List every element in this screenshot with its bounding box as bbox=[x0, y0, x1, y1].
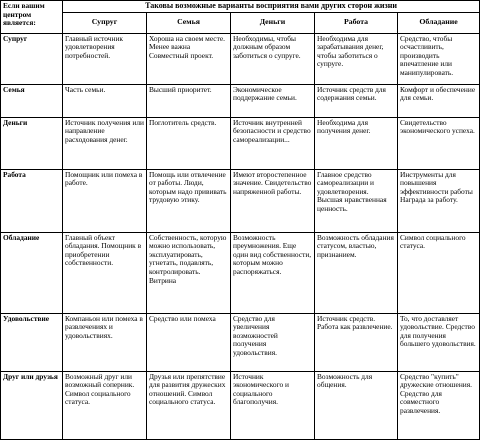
table-cell: Часть семьи. bbox=[63, 84, 147, 117]
row-header: Обладание bbox=[1, 232, 63, 313]
table-row bbox=[1, 232, 480, 313]
table-cell: Главное средство самореализации и удовлетворения. Высшая нравственная ценность. bbox=[315, 169, 398, 232]
table-cell: Экономическое поддержание семьи. bbox=[231, 84, 315, 117]
table-cell: То, что доставляет удовольствие. Средство для получения большего удовольствия. bbox=[398, 313, 480, 371]
table-cell: Символ социального статуса. bbox=[398, 232, 480, 313]
table-cell: Главный источник удовлетворения потребностей. bbox=[63, 33, 147, 84]
table-cell: Источник получения или направление расходования денег. bbox=[63, 117, 147, 169]
table-cell: Помощник или помеха в работе. bbox=[63, 169, 147, 232]
table-cell: Собственность, которую можно использовать, эксплуатировать, угнетать, подавлять, контролировать. Витрина bbox=[147, 232, 231, 313]
table-cell: Комфорт и обеспечение для семьи. bbox=[398, 84, 480, 117]
table-cell: Друзья или препятствие для развития дружеских отношений. Символ социального статуса. bbox=[147, 371, 231, 439]
table-cell: Средство для увеличения возможностей получения удовольствия. bbox=[231, 313, 315, 371]
table-cell: Источник средств для содержания семьи. bbox=[315, 84, 398, 117]
table-cell: Источник внутренней безопасности и средство самореализации... bbox=[231, 117, 315, 169]
corner-header: Если вашим центром является: bbox=[1, 1, 63, 34]
table-cell: Средство "купить" дружеские отношения. Средство для совместного развлечения. bbox=[398, 371, 480, 439]
table-cell: Имеют второстепенное значение. Свидетельство напряженной работы. bbox=[231, 169, 315, 232]
table-cell: Средство или помеха bbox=[147, 313, 231, 371]
row-header: Супруг bbox=[1, 33, 63, 84]
table-cell: Источник экономического и социального благополучия. bbox=[231, 371, 315, 439]
column-header-spouse: Супруг bbox=[63, 12, 147, 33]
row-header: Удовольствие bbox=[1, 313, 63, 371]
table-row bbox=[1, 371, 480, 439]
table-row bbox=[1, 84, 480, 117]
table-row bbox=[1, 169, 480, 232]
row-header: Друг или друзья bbox=[1, 371, 63, 439]
table-cell: Инструменты для повышения эффективности работы Награда за работу. bbox=[398, 169, 480, 232]
table-cell: Средство, чтобы осчастливить, производить впечатление или манипулировать. bbox=[398, 33, 480, 84]
table-cell: Хороша на своем месте. Менее важна Совместный проект. bbox=[147, 33, 231, 84]
table-cell: Необходима для получения денег. bbox=[315, 117, 398, 169]
table-cell: Главный объект обладания. Помощник в приобретении собственности. bbox=[63, 232, 147, 313]
column-header-money: Деньги bbox=[231, 12, 315, 33]
row-header: Деньги bbox=[1, 117, 63, 169]
table-cell: Поглотитель средств. bbox=[147, 117, 231, 169]
table-cell: Возможный друг или возможный соперник. Символ социального статуса. bbox=[63, 371, 147, 439]
column-header-possession: Обладание bbox=[398, 12, 480, 33]
row-header: Семья bbox=[1, 84, 63, 117]
table-cell: Возможность обладания статусом, властью, признанием. bbox=[315, 232, 398, 313]
table-row bbox=[1, 117, 480, 169]
table-title: Таковы возможные варианты восприятия вами других сторон жизни bbox=[63, 1, 480, 13]
table-cell: Возможность для общения. bbox=[315, 371, 398, 439]
column-header-family: Семья bbox=[147, 12, 231, 33]
row-header: Работа bbox=[1, 169, 63, 232]
table-cell: Необходима для зарабатывания денег, чтобы заботиться о супруге. bbox=[315, 33, 398, 84]
table-cell: Источник средств. Работа как развлечение. bbox=[315, 313, 398, 371]
table-cell: Возможность преумножения. Еще один вид собственности, которым можно распоряжаться. bbox=[231, 232, 315, 313]
table-cell: Свидетельство экономического успеха. bbox=[398, 117, 480, 169]
table-row bbox=[1, 313, 480, 371]
table-cell: Высший приоритет. bbox=[147, 84, 231, 117]
table-cell: Необходимы, чтобы должным образом заботиться о супруге. bbox=[231, 33, 315, 84]
column-header-work: Работа bbox=[315, 12, 398, 33]
table-cell: Помощь или отвлечение от работы. Люди, которым надо прививать трудовую этику. bbox=[147, 169, 231, 232]
table-row bbox=[1, 33, 480, 84]
table-cell: Компаньон или помеха в развлечениях и удовольствиях. bbox=[63, 313, 147, 371]
